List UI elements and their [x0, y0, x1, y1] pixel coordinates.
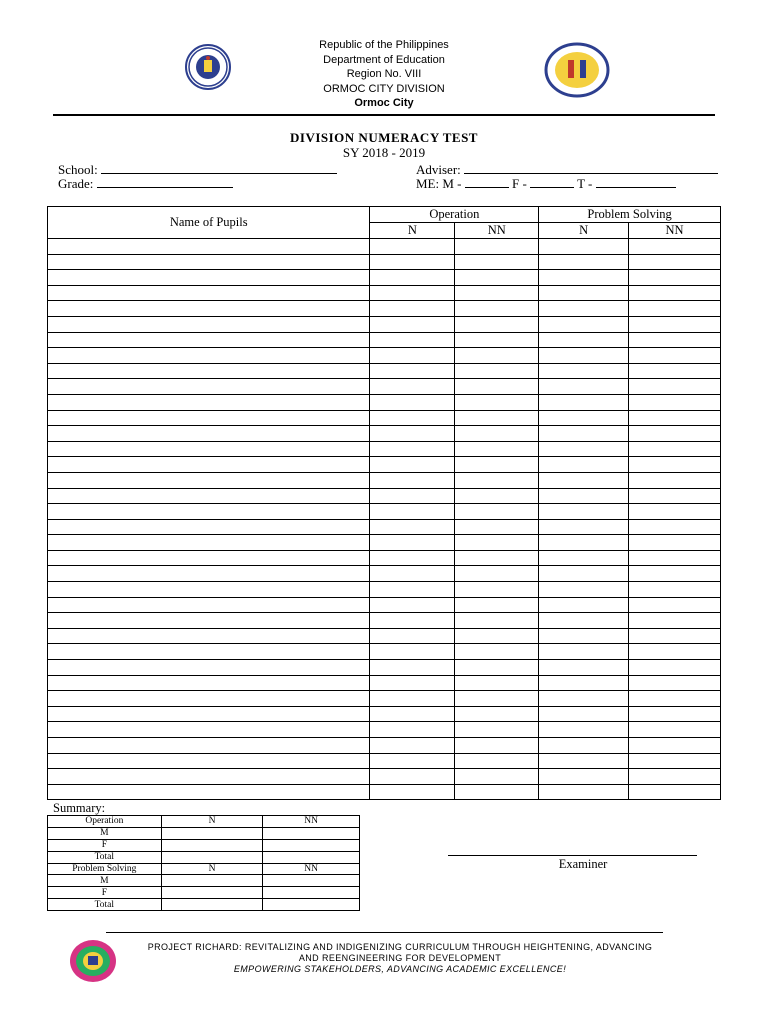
division-seal-logo	[544, 42, 610, 98]
table-row	[48, 472, 721, 488]
table-row	[48, 363, 721, 379]
operation-n-cell[interactable]	[370, 301, 455, 317]
table-row	[48, 660, 721, 676]
problem-solving-nn-cell[interactable]	[629, 566, 721, 582]
summary-table	[47, 815, 360, 911]
operation-n-cell[interactable]	[370, 441, 455, 457]
footer-divider	[106, 932, 663, 933]
operation-nn-cell[interactable]	[455, 239, 539, 255]
pupil-name-cell[interactable]	[48, 738, 370, 754]
footer-text	[120, 942, 680, 975]
summary-operation-total-label: Total	[48, 851, 162, 863]
letterhead-line-1: Republic of the Philippines	[319, 39, 449, 51]
pupil-name-cell[interactable]	[48, 582, 370, 598]
project-richard-logo	[68, 938, 118, 984]
operation-nn-cell[interactable]	[455, 644, 539, 660]
problem-solving-nn-cell[interactable]	[629, 691, 721, 707]
letterhead-line-5: Ormoc City	[354, 97, 414, 109]
operation-nn-cell[interactable]	[455, 254, 539, 270]
table-row	[48, 550, 721, 566]
pupil-name-cell[interactable]	[48, 348, 370, 364]
pupil-name-cell[interactable]	[48, 239, 370, 255]
operation-nn-cell[interactable]	[455, 613, 539, 629]
table-row	[48, 582, 721, 598]
summary-row	[48, 839, 360, 851]
problem-solving-nn-cell[interactable]	[629, 472, 721, 488]
pupil-name-cell[interactable]	[48, 660, 370, 676]
school-input-line[interactable]	[101, 162, 337, 174]
summary-row	[48, 827, 360, 839]
problem-solving-nn-cell[interactable]	[629, 285, 721, 301]
table-row	[48, 254, 721, 270]
operation-nn-cell[interactable]	[455, 769, 539, 785]
problem-solving-n-cell[interactable]	[539, 270, 629, 286]
problem-solving-nn-cell[interactable]	[629, 784, 721, 800]
operation-nn-cell[interactable]	[455, 410, 539, 426]
footer-tagline: EMPOWERING STAKEHOLDERS, ADVANCING ACADEMIC EXCELLENCE!	[233, 964, 567, 974]
grade-label: Grade:	[58, 176, 94, 191]
operation-n-cell[interactable]	[370, 379, 455, 395]
problem-solving-header: Problem Solving	[539, 207, 721, 223]
problem-solving-n-cell[interactable]	[539, 394, 629, 410]
pupil-name-cell[interactable]	[48, 379, 370, 395]
table-row	[48, 426, 721, 442]
pupil-name-cell[interactable]	[48, 784, 370, 800]
table-row	[48, 597, 721, 613]
letterhead-line-2: Department of Education	[323, 53, 445, 66]
operation-n-cell[interactable]	[370, 270, 455, 286]
problem-solving-nn-cell[interactable]	[629, 738, 721, 754]
summary-label: Summary:	[53, 801, 106, 815]
operation-nn-cell[interactable]	[455, 660, 539, 676]
summary-cell[interactable]	[263, 851, 360, 863]
table-row	[48, 738, 721, 754]
summary-cell[interactable]	[161, 875, 263, 887]
operation-n-cell[interactable]	[370, 535, 455, 551]
problem-solving-nn-cell[interactable]	[629, 457, 721, 473]
problem-solving-nn-cell[interactable]	[629, 410, 721, 426]
pupil-name-cell[interactable]	[48, 285, 370, 301]
operation-header: Operation	[370, 207, 539, 223]
pupil-name-cell[interactable]	[48, 410, 370, 426]
table-row	[48, 613, 721, 629]
problem-solving-nn-cell[interactable]	[629, 254, 721, 270]
table-row	[48, 566, 721, 582]
pupil-name-cell[interactable]	[48, 254, 370, 270]
problem-solving-nn-cell[interactable]	[629, 597, 721, 613]
pupil-name-cell[interactable]	[48, 597, 370, 613]
operation-nn-cell[interactable]	[455, 488, 539, 504]
problem-solving-nn-header: NN	[629, 223, 721, 239]
table-row	[48, 441, 721, 457]
problem-solving-nn-cell[interactable]	[629, 582, 721, 598]
table-row	[48, 332, 721, 348]
operation-nn-cell[interactable]	[455, 566, 539, 582]
problem-solving-n-cell[interactable]	[539, 332, 629, 348]
operation-n-cell[interactable]	[370, 504, 455, 520]
operation-n-cell[interactable]	[370, 410, 455, 426]
table-row	[48, 519, 721, 535]
summary-row	[48, 887, 360, 899]
pupil-name-cell[interactable]	[48, 613, 370, 629]
problem-solving-nn-cell[interactable]	[629, 722, 721, 738]
table-row	[48, 316, 721, 332]
summary-problem-solving-header-row	[48, 863, 360, 875]
operation-nn-cell[interactable]	[455, 394, 539, 410]
operation-nn-cell[interactable]	[455, 316, 539, 332]
problem-solving-nn-cell[interactable]	[629, 426, 721, 442]
operation-nn-cell[interactable]	[455, 597, 539, 613]
table-row	[48, 675, 721, 691]
operation-nn-cell[interactable]	[455, 706, 539, 722]
problem-solving-nn-cell[interactable]	[629, 301, 721, 317]
table-row	[48, 270, 721, 286]
table-row	[48, 644, 721, 660]
problem-solving-nn-cell[interactable]	[629, 316, 721, 332]
me-t-input-line[interactable]	[596, 176, 676, 188]
pupil-name-cell[interactable]	[48, 457, 370, 473]
operation-nn-cell[interactable]	[455, 270, 539, 286]
summary-row	[48, 899, 360, 911]
summary-cell[interactable]	[263, 887, 360, 899]
letterhead	[0, 38, 768, 111]
table-row	[48, 348, 721, 364]
problem-solving-n-header: N	[539, 223, 629, 239]
operation-n-cell[interactable]	[370, 675, 455, 691]
problem-solving-nn-cell[interactable]	[629, 239, 721, 255]
operation-nn-cell[interactable]	[455, 784, 539, 800]
operation-n-cell[interactable]	[370, 363, 455, 379]
pupil-name-cell[interactable]	[48, 441, 370, 457]
summary-operation-f-label: F	[48, 839, 162, 851]
pupil-name-cell[interactable]	[48, 566, 370, 582]
operation-nn-cell[interactable]	[455, 722, 539, 738]
problem-solving-n-cell[interactable]	[539, 348, 629, 364]
operation-n-cell[interactable]	[370, 239, 455, 255]
problem-solving-n-cell[interactable]	[539, 239, 629, 255]
operation-nn-cell[interactable]	[455, 332, 539, 348]
problem-solving-n-cell[interactable]	[539, 644, 629, 660]
school-year: SY 2018 - 2019	[342, 145, 426, 160]
letterhead-line-3: Region No. VIII	[346, 68, 422, 80]
pupil-name-cell[interactable]	[48, 769, 370, 785]
letterhead-line-4: ORMOC CITY DIVISION	[323, 82, 445, 95]
summary-problem-solving-n-header: N	[161, 863, 263, 875]
me-m-label: ME: M -	[416, 176, 462, 191]
operation-n-cell[interactable]	[370, 394, 455, 410]
problem-solving-n-cell[interactable]	[539, 488, 629, 504]
problem-solving-nn-cell[interactable]	[629, 488, 721, 504]
pupil-name-cell[interactable]	[48, 722, 370, 738]
problem-solving-n-cell[interactable]	[539, 316, 629, 332]
operation-n-cell[interactable]	[370, 285, 455, 301]
summary-cell[interactable]	[161, 851, 263, 863]
pupil-name-cell[interactable]	[48, 550, 370, 566]
table-row	[48, 628, 721, 644]
problem-solving-nn-cell[interactable]	[629, 706, 721, 722]
me-f-input-line[interactable]	[530, 176, 574, 188]
table-row	[48, 769, 721, 785]
summary-operation-m-label: M	[48, 827, 162, 839]
header-divider	[53, 114, 715, 116]
operation-nn-cell[interactable]	[455, 550, 539, 566]
problem-solving-nn-cell[interactable]	[629, 348, 721, 364]
operation-n-cell[interactable]	[370, 784, 455, 800]
problem-solving-n-cell[interactable]	[539, 301, 629, 317]
table-row	[48, 535, 721, 551]
operation-n-cell[interactable]	[370, 426, 455, 442]
summary-problem-solving-total-label: Total	[48, 899, 162, 911]
table-row	[48, 753, 721, 769]
pupil-name-cell[interactable]	[48, 519, 370, 535]
page-title: DIVISION NUMERACY TEST	[290, 130, 478, 145]
pupil-name-cell[interactable]	[48, 270, 370, 286]
pupil-name-cell[interactable]	[48, 644, 370, 660]
operation-n-cell[interactable]	[370, 613, 455, 629]
table-row	[48, 285, 721, 301]
operation-n-cell[interactable]	[370, 644, 455, 660]
problem-solving-n-cell[interactable]	[539, 379, 629, 395]
adviser-input-line[interactable]	[464, 162, 718, 174]
operation-nn-cell[interactable]	[455, 675, 539, 691]
operation-nn-cell[interactable]	[455, 582, 539, 598]
table-row	[48, 504, 721, 520]
school-label: School:	[58, 162, 98, 177]
operation-n-cell[interactable]	[370, 519, 455, 535]
problem-solving-n-cell[interactable]	[539, 722, 629, 738]
pupil-name-cell[interactable]	[48, 301, 370, 317]
problem-solving-nn-cell[interactable]	[629, 363, 721, 379]
problem-solving-n-cell[interactable]	[539, 753, 629, 769]
problem-solving-nn-cell[interactable]	[629, 628, 721, 644]
footer-line-2: AND REENGINEERING FOR DEVELOPMENT	[298, 953, 502, 963]
problem-solving-n-cell[interactable]	[539, 613, 629, 629]
problem-solving-n-cell[interactable]	[539, 441, 629, 457]
problem-solving-n-cell[interactable]	[539, 426, 629, 442]
table-row	[48, 301, 721, 317]
problem-solving-n-cell[interactable]	[539, 691, 629, 707]
grade-input-line[interactable]	[97, 176, 233, 188]
operation-n-cell[interactable]	[370, 457, 455, 473]
me-m-input-line[interactable]	[465, 176, 509, 188]
problem-solving-n-cell[interactable]	[539, 769, 629, 785]
table-row	[48, 410, 721, 426]
pupils-table	[47, 206, 721, 800]
operation-nn-cell[interactable]	[455, 457, 539, 473]
summary-operation-header: Operation	[48, 816, 162, 828]
pupil-name-cell[interactable]	[48, 332, 370, 348]
problem-solving-nn-cell[interactable]	[629, 441, 721, 457]
problem-solving-n-cell[interactable]	[539, 566, 629, 582]
problem-solving-n-cell[interactable]	[539, 706, 629, 722]
problem-solving-nn-cell[interactable]	[629, 613, 721, 629]
operation-nn-header: NN	[455, 223, 539, 239]
operation-nn-cell[interactable]	[455, 519, 539, 535]
summary-row	[48, 851, 360, 863]
table-row	[48, 706, 721, 722]
pupil-name-cell[interactable]	[48, 472, 370, 488]
pupil-name-cell[interactable]	[48, 675, 370, 691]
problem-solving-nn-cell[interactable]	[629, 769, 721, 785]
summary-cell[interactable]	[263, 899, 360, 911]
operation-n-cell[interactable]	[370, 254, 455, 270]
problem-solving-n-cell[interactable]	[539, 660, 629, 676]
operation-nn-cell[interactable]	[455, 301, 539, 317]
summary-row	[48, 875, 360, 887]
problem-solving-n-cell[interactable]	[539, 519, 629, 535]
operation-n-cell[interactable]	[370, 348, 455, 364]
operation-nn-cell[interactable]	[455, 691, 539, 707]
problem-solving-nn-cell[interactable]	[629, 550, 721, 566]
operation-n-cell[interactable]	[370, 753, 455, 769]
problem-solving-n-cell[interactable]	[539, 504, 629, 520]
pupil-name-cell[interactable]	[48, 363, 370, 379]
adviser-label: Adviser:	[416, 162, 461, 177]
problem-solving-n-cell[interactable]	[539, 582, 629, 598]
problem-solving-nn-cell[interactable]	[629, 675, 721, 691]
operation-n-cell[interactable]	[370, 488, 455, 504]
summary-cell[interactable]	[263, 827, 360, 839]
me-field	[416, 176, 676, 192]
footer-line-1: PROJECT RICHARD: REVITALIZING AND INDIGENIZING CURRICULUM THROUGH HEIGHTENING, ADVANCING	[147, 942, 653, 952]
operation-n-cell[interactable]	[370, 660, 455, 676]
pupil-rows	[48, 239, 721, 800]
examiner-signature-line[interactable]	[448, 855, 697, 856]
table-row	[48, 457, 721, 473]
operation-nn-cell[interactable]	[455, 472, 539, 488]
problem-solving-nn-cell[interactable]	[629, 660, 721, 676]
problem-solving-nn-cell[interactable]	[629, 519, 721, 535]
table-row	[48, 722, 721, 738]
operation-n-cell[interactable]	[370, 738, 455, 754]
problem-solving-nn-cell[interactable]	[629, 394, 721, 410]
problem-solving-nn-cell[interactable]	[629, 535, 721, 551]
operation-nn-cell[interactable]	[455, 379, 539, 395]
me-t-label: T -	[577, 176, 593, 191]
problem-solving-n-cell[interactable]	[539, 738, 629, 754]
table-row	[48, 239, 721, 255]
operation-n-cell[interactable]	[370, 691, 455, 707]
problem-solving-n-cell[interactable]	[539, 784, 629, 800]
grade-field	[58, 176, 233, 192]
table-row	[48, 691, 721, 707]
problem-solving-n-cell[interactable]	[539, 550, 629, 566]
summary-cell[interactable]	[161, 827, 263, 839]
problem-solving-nn-cell[interactable]	[629, 270, 721, 286]
operation-nn-cell[interactable]	[455, 441, 539, 457]
table-header-row	[48, 207, 721, 223]
operation-nn-cell[interactable]	[455, 535, 539, 551]
summary-operation-n-header: N	[161, 816, 263, 828]
pupil-name-cell[interactable]	[48, 426, 370, 442]
problem-solving-n-cell[interactable]	[539, 675, 629, 691]
operation-nn-cell[interactable]	[455, 753, 539, 769]
operation-n-cell[interactable]	[370, 628, 455, 644]
operation-nn-cell[interactable]	[455, 363, 539, 379]
operation-nn-cell[interactable]	[455, 426, 539, 442]
summary-operation-nn-header: NN	[263, 816, 360, 828]
operation-nn-cell[interactable]	[455, 628, 539, 644]
problem-solving-n-cell[interactable]	[539, 457, 629, 473]
operation-n-cell[interactable]	[370, 332, 455, 348]
summary-cell[interactable]	[263, 875, 360, 887]
problem-solving-n-cell[interactable]	[539, 363, 629, 379]
summary-problem-solving-f-label: F	[48, 887, 162, 899]
operation-nn-cell[interactable]	[455, 738, 539, 754]
problem-solving-nn-cell[interactable]	[629, 753, 721, 769]
operation-n-header: N	[370, 223, 455, 239]
operation-n-cell[interactable]	[370, 706, 455, 722]
problem-solving-nn-cell[interactable]	[629, 644, 721, 660]
operation-n-cell[interactable]	[370, 722, 455, 738]
pupil-name-cell[interactable]	[48, 488, 370, 504]
operation-nn-cell[interactable]	[455, 348, 539, 364]
table-row	[48, 784, 721, 800]
problem-solving-n-cell[interactable]	[539, 410, 629, 426]
operation-n-cell[interactable]	[370, 769, 455, 785]
pupil-name-cell[interactable]	[48, 691, 370, 707]
problem-solving-n-cell[interactable]	[539, 597, 629, 613]
problem-solving-n-cell[interactable]	[539, 628, 629, 644]
operation-n-cell[interactable]	[370, 597, 455, 613]
summary-cell[interactable]	[263, 839, 360, 851]
pupil-name-cell[interactable]	[48, 753, 370, 769]
operation-nn-cell[interactable]	[455, 504, 539, 520]
table-row	[48, 488, 721, 504]
operation-nn-cell[interactable]	[455, 285, 539, 301]
summary-problem-solving-nn-header: NN	[263, 863, 360, 875]
pupil-name-cell[interactable]	[48, 706, 370, 722]
table-row	[48, 379, 721, 395]
operation-n-cell[interactable]	[370, 316, 455, 332]
name-of-pupils-header: Name of Pupils	[48, 207, 370, 239]
summary-problem-solving-m-label: M	[48, 875, 162, 887]
me-f-label: F -	[512, 176, 527, 191]
examiner-label: Examiner	[558, 857, 608, 871]
operation-n-cell[interactable]	[370, 582, 455, 598]
operation-n-cell[interactable]	[370, 472, 455, 488]
operation-n-cell[interactable]	[370, 566, 455, 582]
operation-n-cell[interactable]	[370, 550, 455, 566]
problem-solving-nn-cell[interactable]	[629, 332, 721, 348]
pupil-name-cell[interactable]	[48, 316, 370, 332]
table-row	[48, 394, 721, 410]
pupil-name-cell[interactable]	[48, 628, 370, 644]
problem-solving-n-cell[interactable]	[539, 535, 629, 551]
pupil-name-cell[interactable]	[48, 504, 370, 520]
problem-solving-n-cell[interactable]	[539, 254, 629, 270]
summary-cell[interactable]	[161, 899, 263, 911]
problem-solving-nn-cell[interactable]	[629, 379, 721, 395]
summary-cell[interactable]	[161, 887, 263, 899]
summary-problem-solving-header: Problem Solving	[48, 863, 162, 875]
problem-solving-nn-cell[interactable]	[629, 504, 721, 520]
pupil-name-cell[interactable]	[48, 535, 370, 551]
problem-solving-n-cell[interactable]	[539, 285, 629, 301]
summary-operation-header-row	[48, 816, 360, 828]
problem-solving-n-cell[interactable]	[539, 472, 629, 488]
summary-cell[interactable]	[161, 839, 263, 851]
pupil-name-cell[interactable]	[48, 394, 370, 410]
